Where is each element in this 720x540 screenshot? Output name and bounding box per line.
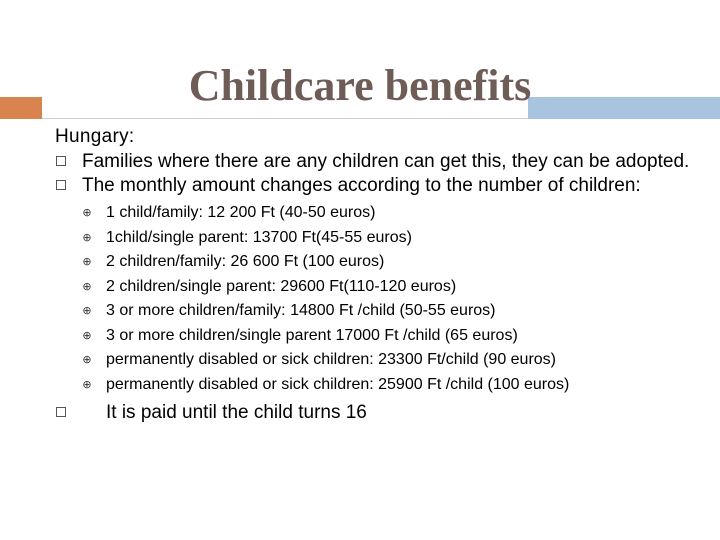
circle-plus-icon: ⊕ xyxy=(82,207,92,219)
circle-plus-icon: ⊕ xyxy=(82,329,92,342)
sub-bullet-item xyxy=(55,299,715,324)
circle-plus-icon: ⊕ xyxy=(82,354,92,366)
bullet-item xyxy=(55,174,715,198)
country-heading: Hungary: xyxy=(55,126,135,147)
circle-plus-icon: ⊕ xyxy=(82,280,92,293)
sub-bullet-item xyxy=(55,324,715,349)
slide-body xyxy=(55,124,715,425)
sub-bullet-text: 1 child/family: 12 200 Ft (40-50 euros) xyxy=(106,204,376,221)
slide-title: Childcare benefits xyxy=(188,61,532,110)
sub-bullet-text: 1child/single parent: 13700 Ft(45-55 euros) xyxy=(106,228,412,246)
circle-plus-icon: ⊕ xyxy=(82,231,92,244)
bullet-item xyxy=(55,150,715,174)
amount-list xyxy=(55,201,715,397)
bullet-text: Families where there are any children can get this, they can be adopted. xyxy=(82,151,690,172)
sub-bullet-text: permanently disabled or sick children: 25900 Ft /child (100 euros) xyxy=(106,375,570,393)
sub-bullet-item xyxy=(55,373,715,398)
sub-bullet-text: permanently disabled or sick children: 23300 Ft/child (90 euros) xyxy=(106,351,557,368)
square-bullet-icon xyxy=(56,407,66,417)
circle-plus-icon: ⊕ xyxy=(82,256,92,268)
circle-plus-icon: ⊕ xyxy=(82,305,92,317)
sub-bullet-text: 3 or more children/single parent 17000 Ft /child (65 euros) xyxy=(106,326,518,344)
bullet-item xyxy=(55,401,715,425)
bullet-text: The monthly amount changes according to the number of children: xyxy=(82,175,641,196)
sub-bullet-item xyxy=(55,250,715,275)
title-underline xyxy=(42,118,528,119)
square-bullet-icon xyxy=(56,156,66,166)
sub-bullet-text: 2 children/single parent: 29600 Ft(110-120 euros) xyxy=(106,277,457,295)
sub-bullet-item xyxy=(55,348,715,373)
sub-bullet-item xyxy=(55,275,715,300)
sub-bullet-text: 3 or more children/family: 14800 Ft /child (50-55 euros) xyxy=(106,302,496,319)
sub-bullet-text: 2 children/family: 26 600 Ft (100 euros) xyxy=(106,253,385,270)
sub-bullet-item xyxy=(55,201,715,226)
circle-plus-icon: ⊕ xyxy=(82,378,92,391)
sub-bullet-item xyxy=(55,226,715,251)
bullet-text: It is paid until the child turns 16 xyxy=(106,402,367,423)
square-bullet-icon xyxy=(56,180,66,190)
